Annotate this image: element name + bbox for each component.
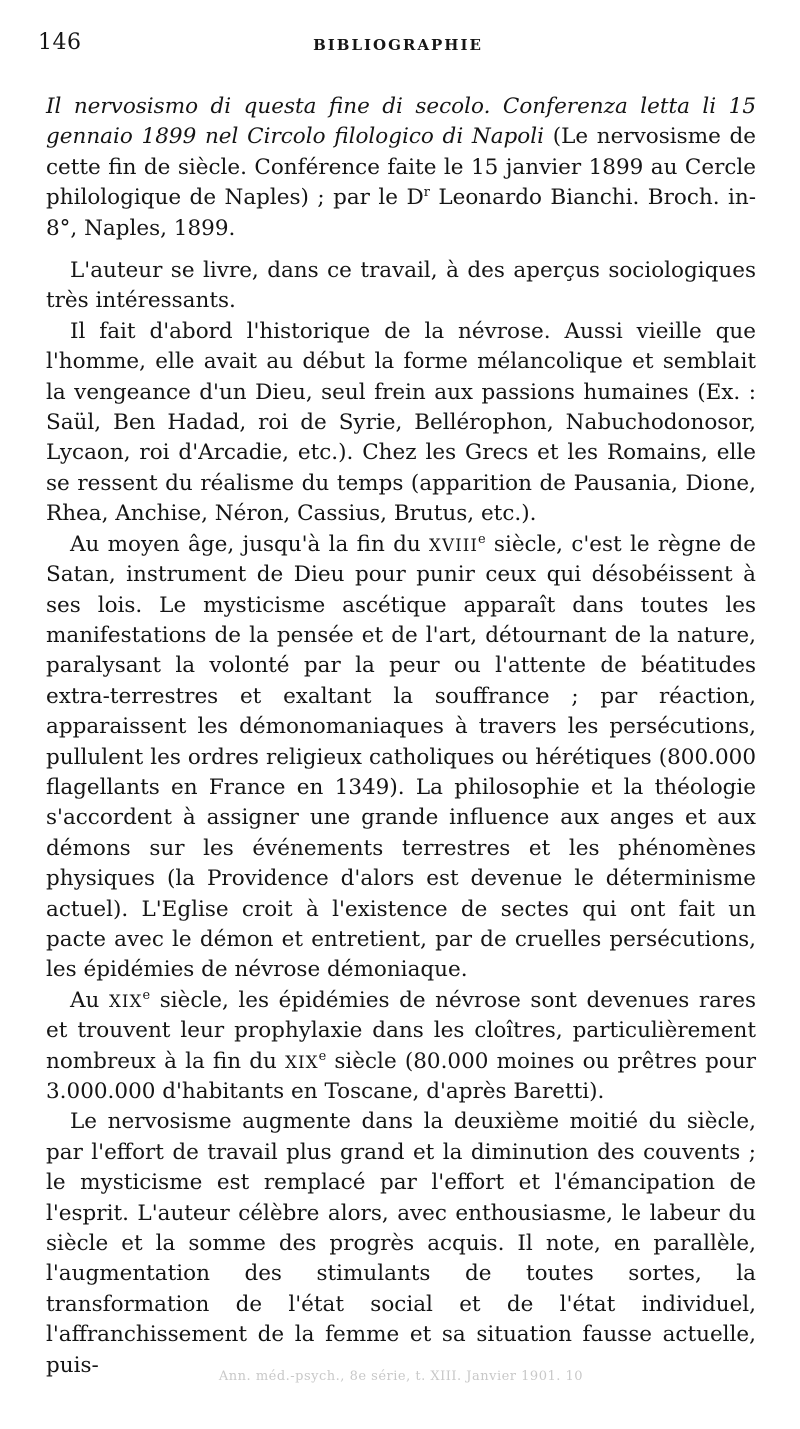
- page-number: 146: [38, 30, 82, 55]
- century-numeral: XIX: [108, 990, 143, 1011]
- entry-title-italian: Il nervosismo di questa fine di secolo. Conferenza letta li 15 gennaio 1899 nel Circolo filologico di Napoli: [46, 94, 756, 150]
- paragraph-3-start: Au moyen âge, jusqu'à la fin du: [70, 531, 430, 557]
- doctor-superscript: r: [423, 185, 430, 201]
- running-head: BIBLIOGRAPHIE: [313, 36, 483, 54]
- paragraph-4-start: Au: [70, 987, 109, 1013]
- paragraph-3: [46, 530, 756, 986]
- paragraph-4-middle: siècle, les épidémies de névrose sont devenues rares et trouvent leur prophylaxie dans les cloîtres, particulièrement nombreux à la fin du: [46, 987, 756, 1074]
- paragraph-5: Le nervosisme augmente dans la deuxième moitié du siècle, par l'effort de travail plus grand et la diminution des couvents ; le mysticisme est remplacé par l'effort et l'émancipation de l'esprit. L'auteur célèbre alors, avec enthousiasme, le labeur du siècle et la somme des progrès acquis. Il note, en parallèle, l'augmentation des stimulants de toutes sortes, la transformation de l'état social et de l'état individuel, l'affranchissement de la femme et sa situation fausse actuelle, puis-: [46, 1109, 756, 1378]
- body-text: [46, 92, 756, 1381]
- paragraph-2: Il fait d'abord l'historique de la névrose. Aussi vieille que l'homme, elle avait au début la forme mélancolique et semblait la vengeance d'un Dieu, seul frein aux passions humaines (Ex. : Saül, Ben Hadad, roi de Syrie, Bellérophon, Nabuchodonosor, Lycaon, roi d'Arcadie, etc.). Chez les Grecs et les Romains, elle se ressent du réalisme du temps (apparition de Pausania, Dione, Rhea, Anchise, Néron, Cassius, Brutus, etc.).: [46, 318, 756, 527]
- century-superscript: e: [318, 1048, 327, 1064]
- century-numeral: XIX: [285, 1051, 319, 1072]
- paragraph-4: [46, 986, 756, 1108]
- page-footer: Ann. méd.-psych., 8e série, t. XIII. Janvier 1901. 10: [218, 1369, 584, 1384]
- century-numeral: XVIII: [429, 534, 478, 555]
- page-header: [38, 30, 758, 62]
- bibliography-entry: [46, 92, 756, 244]
- paragraph-3-rest: siècle, c'est le règne de Satan, instrument de Dieu pour punir ceux qui désobéissent à ses lois. Le mysticisme ascétique apparaît dans toutes les manifestations de la pensée et de l'art, détournant de la nature, paralysant la volonté par la peur ou l'attente de béatitudes extra-terrestres et exaltant la souffrance ; par réaction, apparaissent les démonomaniaques à travers les persécutions, pullulent les ordres religieux catholiques ou hérétiques (800.000 flagellants en France en 1349). La philosophie et la théologie s'accordent à assigner une grande influence aux anges et aux démons sur les événements terrestres et les phénomènes physiques (la Providence d'alors est devenue le déterminisme actuel). L'Eglise croit à l'existence de sectes qui ont fait un pacte avec le démon et entretient, par de cruelles persécutions, les épidémies de névrose démoniaque.: [46, 531, 756, 983]
- century-superscript: e: [142, 987, 151, 1003]
- entry-author: Leonardo Bianchi. Broch. in-8°, Naples, 1899.: [46, 185, 756, 241]
- century-superscript: e: [477, 531, 486, 547]
- paragraph-4-end: siècle (80.000 moines ou prêtres pour 3.000.000 d'habitants en Toscane, d'après Baretti).: [46, 1048, 756, 1104]
- paragraph-1: L'auteur se livre, dans ce travail, à des aperçus sociologiques très intéressants.: [46, 258, 756, 314]
- entry-title-french: (Le nervosisme de cette fin de siècle. Conférence faite le 15 janvier 1899 au Cercle philologique de Naples) ; par le D: [46, 124, 757, 211]
